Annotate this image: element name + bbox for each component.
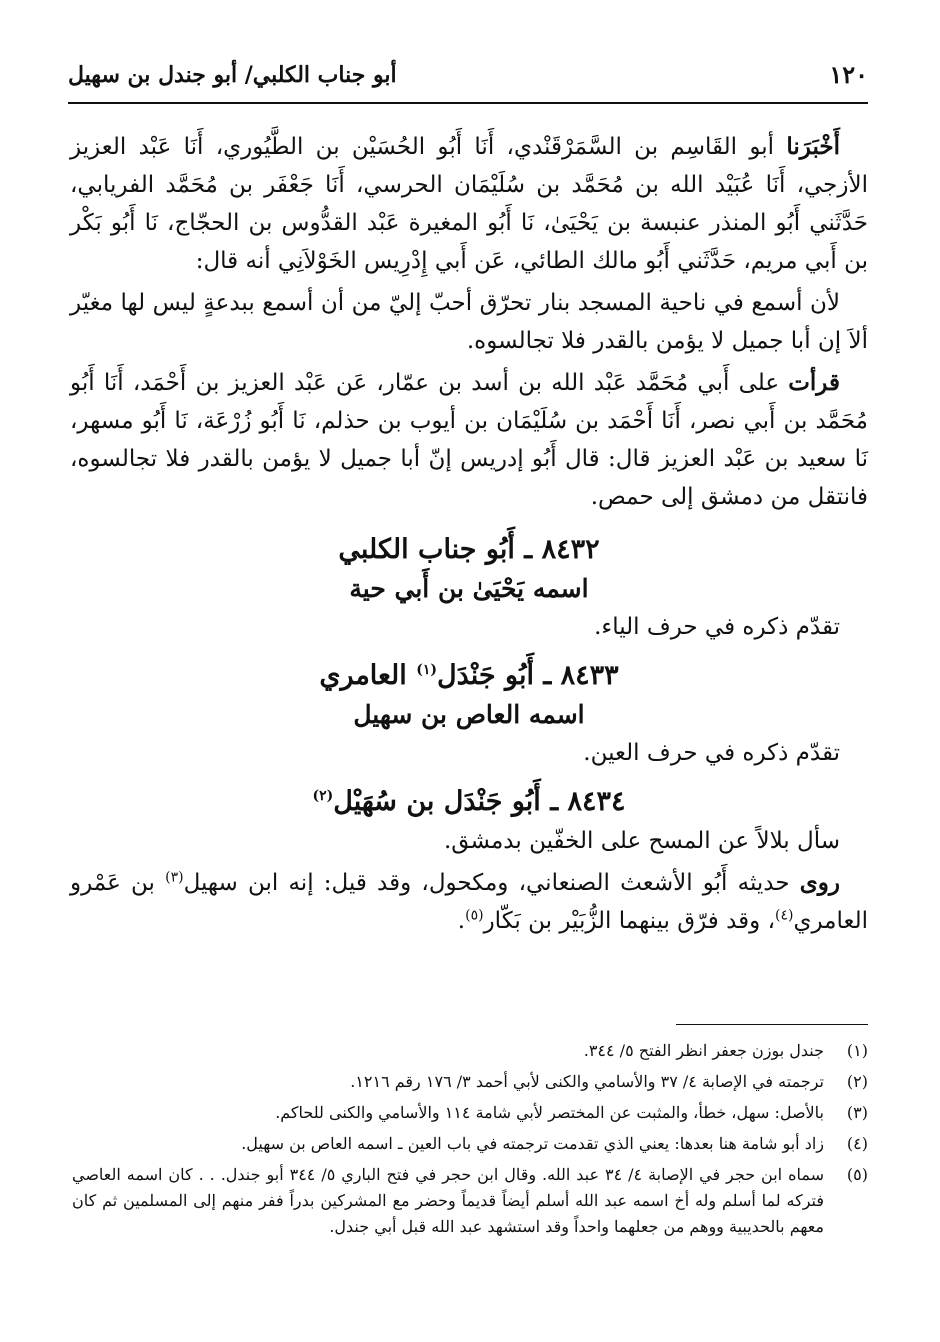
main-text	[70, 128, 868, 940]
footnote-number: (٢)	[846, 1072, 868, 1091]
paragraph-text: حديثه أَبُو الأشعث الصنعاني، ومكحول، وقد قيل: إنه ابن سهيل	[183, 870, 800, 896]
footnote-text: سماه ابن حجر في الإصابة ٤/ ٣٤ عبد الله. وقال ابن حجر في فتح الباري ٥/ ٣٤٤ أبو جندل. . . كان اسمه العاصي فتركه لما أسلم وله أخ اسمه عبد الله أسلم أيضاً قديماً وحضر مع المشركين بدراً ففر منهم إلى المسلمين ثم كان معهم بالحديبية ووهم من جعلهما واحداً وقد استشهد عبد الله قبل أبي جندل.	[72, 1165, 824, 1236]
page-header	[68, 58, 868, 104]
footnotes	[72, 1038, 868, 1245]
paragraph-text: أبو القَاسِم بن السَّمَرْقَنْدي، أَنَا أَبُو الحُسَيْن بن الطَّيُوري، أَنَا عَبْد العزيز الأزجي، أَنَا عُبَيْد الله بن مُحَمَّد بن سُلَيْمَان الحرسي، أَنَا جَعْفَر بن مُحَمَّد الفريابي، حَدَّثَني أَبُو المنذر عنبسة بن يَحْيَىٰ، نَا أَبُو المغيرة عَبْد القدُّوس بن الحجّاج، نَا أَبُو بَكْر بن أَبي مريم، حَدَّثَني أَبُو مالك الطائي، عَن أَبي إِدْرِيس الخَوْلاَنِي أنه قال:	[70, 134, 868, 274]
heading-text: ٨٤٣٤ ـ أَبُو جَنْدَل بن سُهَيْل	[333, 786, 626, 817]
footnote-1	[72, 1038, 868, 1064]
lead-word: روى	[799, 869, 840, 896]
footnote-ref-2[interactable]: (٢)	[312, 788, 334, 804]
footnote-ref-4[interactable]: (٤)	[775, 907, 794, 924]
footnote-number: (١)	[846, 1041, 868, 1060]
entry-heading-8433	[70, 656, 868, 696]
page-number: ١٢٠	[829, 60, 868, 89]
entry-text-8432: تقدّم ذكره في حرف الياء.	[594, 614, 840, 640]
entry-text-8434-2	[70, 864, 868, 940]
paragraph-text: على أَبي مُحَمَّد عَبْد الله بن أسد بن عمّار، عَن عَبْد العزيز بن أَحْمَد، أَنَا أَبُو مُحَمَّد بن أَبي نصر، أَنَا أَحْمَد بن سُلَيْمَان بن أيوب بن حذلم، نَا أَبُو زُرْعَة، نَا أَبُو مسهر، نَا سعيد بن عَبْد العزيز قال: قال أَبُو إدريس إنّ أبا جميل لا يؤمن بالقدر فلا تجالسوه، فانتقل من دمشق إلى حمص.	[70, 370, 868, 510]
running-title: أبو جناب الكلبي/ أبو جندل بن سهيل	[68, 62, 397, 88]
footnote-2	[72, 1069, 868, 1095]
paragraph-text: .	[457, 908, 466, 934]
heading-text: ٨٤٣٣ ـ أَبُو جَنْدَل	[436, 660, 619, 691]
footnote-ref-3[interactable]: (٣)	[165, 869, 184, 886]
footnote-text: جندل بوزن جعفر انظر الفتح ٥/ ٣٤٤.	[583, 1041, 824, 1060]
footnote-4	[72, 1131, 868, 1157]
entry-text-8433: تقدّم ذكره في حرف العين.	[583, 740, 840, 766]
footnote-separator	[676, 1024, 868, 1025]
footnote-text: ترجمته في الإصابة ٤/ ٣٧ والأسامي والكنى لأبي أحمد ٣/ ١٧٦ رقم ١٢١٦.	[350, 1072, 824, 1091]
lead-word: قرأت	[788, 369, 840, 396]
lead-word: أَخْبَرَنا	[786, 133, 840, 160]
entry-subheading-8433: اسمه العاص بن سهيل	[353, 700, 585, 729]
paragraph-isnad-2	[70, 364, 868, 516]
footnote-text: بالأصل: سهل، خطأ، والمثبت عن المختصر لأبي شامة ١١٤ والأسامي والكنى للحاكم.	[275, 1103, 824, 1122]
entry-heading-8432: ٨٤٣٢ ـ أَبُو جناب الكلبي	[338, 534, 600, 565]
footnote-3	[72, 1100, 868, 1126]
paragraph-text: ، وقد فرّق بينهما الزُّبَيْر بن بَكّار	[483, 908, 776, 934]
entry-text-8434-1: سأل بلالاً عن المسح على الخفّين بدمشق.	[443, 828, 840, 854]
footnote-ref-1[interactable]: (١)	[416, 662, 437, 678]
footnote-text: زاد أبو شامة هنا بعدها: يعني الذي تقدمت ترجمته في باب العين ـ اسمه العاص بن سهيل.	[241, 1134, 824, 1153]
paragraph-isnad-1	[70, 128, 868, 280]
paragraph-text: بن عَمْرو العامري	[70, 870, 868, 934]
footnote-number: (٣)	[846, 1103, 868, 1122]
footnote-5	[72, 1162, 868, 1240]
entry-subheading-8432: اسمه يَحْيَىٰ بن أَبي حية	[349, 574, 589, 603]
heading-text: العامري	[319, 660, 417, 691]
footnote-number: (٤)	[846, 1134, 868, 1153]
footnote-ref-5[interactable]: (٥)	[465, 907, 484, 924]
entry-heading-8434	[70, 782, 868, 822]
footnote-number: (٥)	[846, 1165, 868, 1184]
paragraph-quote: لأن أسمع في ناحية المسجد بنار تحرّق أحبّ إليّ من أن أسمع ببدعةٍ ليس لها مغيّر ألاَ إن أبا جميل لا يؤمن بالقدر فلا تجالسوه.	[70, 290, 868, 354]
